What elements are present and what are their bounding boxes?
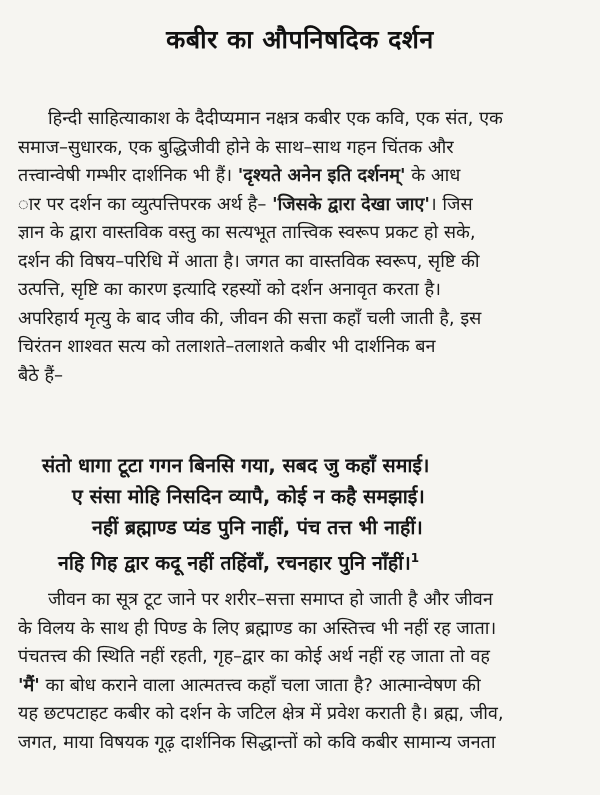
verse-line: ए संसा मोहि निसदिन व्यापै, कोई न कहै समझाई। [72,485,425,508]
text-line: जगत, माया विषयक गूढ़ दार्शनिक सिद्धान्तों को कवि कबीर सामान्य जनता [18,731,496,753]
text-line: तत्त्वान्वेषी गम्भीर दार्शनिक भी हैं। 'दृश्यते अनेन इति दर्शनम्' के आध [18,165,461,186]
text-line: पंचतत्त्व की स्थिति नहीं रहती, गृह–द्वार का कोई अर्थ नहीं रह जाता तो वह [18,646,490,667]
text-line: के विलय के साथ ही पिण्ड के लिए ब्रह्माण्ड का अस्तित्त्व भी नहीं रह जाता। [18,617,497,639]
text-line: अपरिहार्य मृत्यु के बाद जीव की, जीवन की सत्ता कहाँ चली जाती है, इस [18,307,482,329]
footnote-marker: 1 [410,551,420,565]
text-line: उत्पत्ति, सृष्टि का कारण इत्यादि रहस्यों को दर्शन अनावृत करता है। [18,279,441,300]
verse-line: संतो धागा टूटा गगन बिनसि गया, सबद जु कहाँ समाई। [42,454,430,477]
text-line: ार पर दर्शन का व्युत्पत्तिपरक अर्थ है– 'जिसके द्वारा देखा जाए'। जिस [18,193,473,215]
text-line: 'मैं' का बोध कराने वाला आत्मतत्त्व कहाँ चला जाता है? आत्मान्वेषण की [18,674,481,696]
text-line: ज्ञान के द्वारा वास्तविक वस्तु का सत्यभूत तात्त्विक स्वरूप प्रकट हो सके, [18,222,476,243]
text-line: चिरंतन शाश्वत सत्य को तलाशते–तलाशते कबीर भी दार्शनिक बन [18,336,436,357]
paragraph-intro [18,105,590,390]
text-line: हिन्दी साहित्याकाश के दैदीप्यमान नक्षत्र कबीर एक कवि, एक संत, एक [48,108,503,129]
text-line: समाज–सुधारक, एक बुद्धिजीवी होने के साथ–साथ गहन चिंतक और [18,136,454,158]
page-title: कबीर का औपनिषदिक दर्शन [166,25,434,54]
verse-line: नहि गिह द्वार कदू नहीं तहिंवाँ, रचनहार पुनि नाँहीं।$^1$ [58,551,420,575]
bold-word: 'मैं' [18,674,40,696]
verse-line: नहीं ब्रह्माण्ड प्यंड पुनि नाहीं, पंच तत्त भी नाहीं। [92,516,423,539]
text-line: यह छटपटाहट कबीर को दर्शन के जटिल क्षेत्र में प्रवेश कराती है। ब्रह्म, जीव, [18,703,504,724]
bold-quote: 'जिसके द्वारा देखा जाए' [272,193,430,215]
verse-block [30,450,585,579]
text-line: दर्शन की विषय–परिधि में आता है। जगत का वास्तविक स्वरूप, सृष्टि की [18,250,480,272]
text-line: बैठे हैं– [18,364,64,386]
paragraph-explanation [18,586,590,757]
text-line: जीवन का सूत्र टूट जाने पर शरीर–सत्ता समाप्त हो जाती है और जीवन [48,589,493,610]
bold-quote: 'दृश्यते अनेन इति दर्शनम्' [237,165,406,186]
